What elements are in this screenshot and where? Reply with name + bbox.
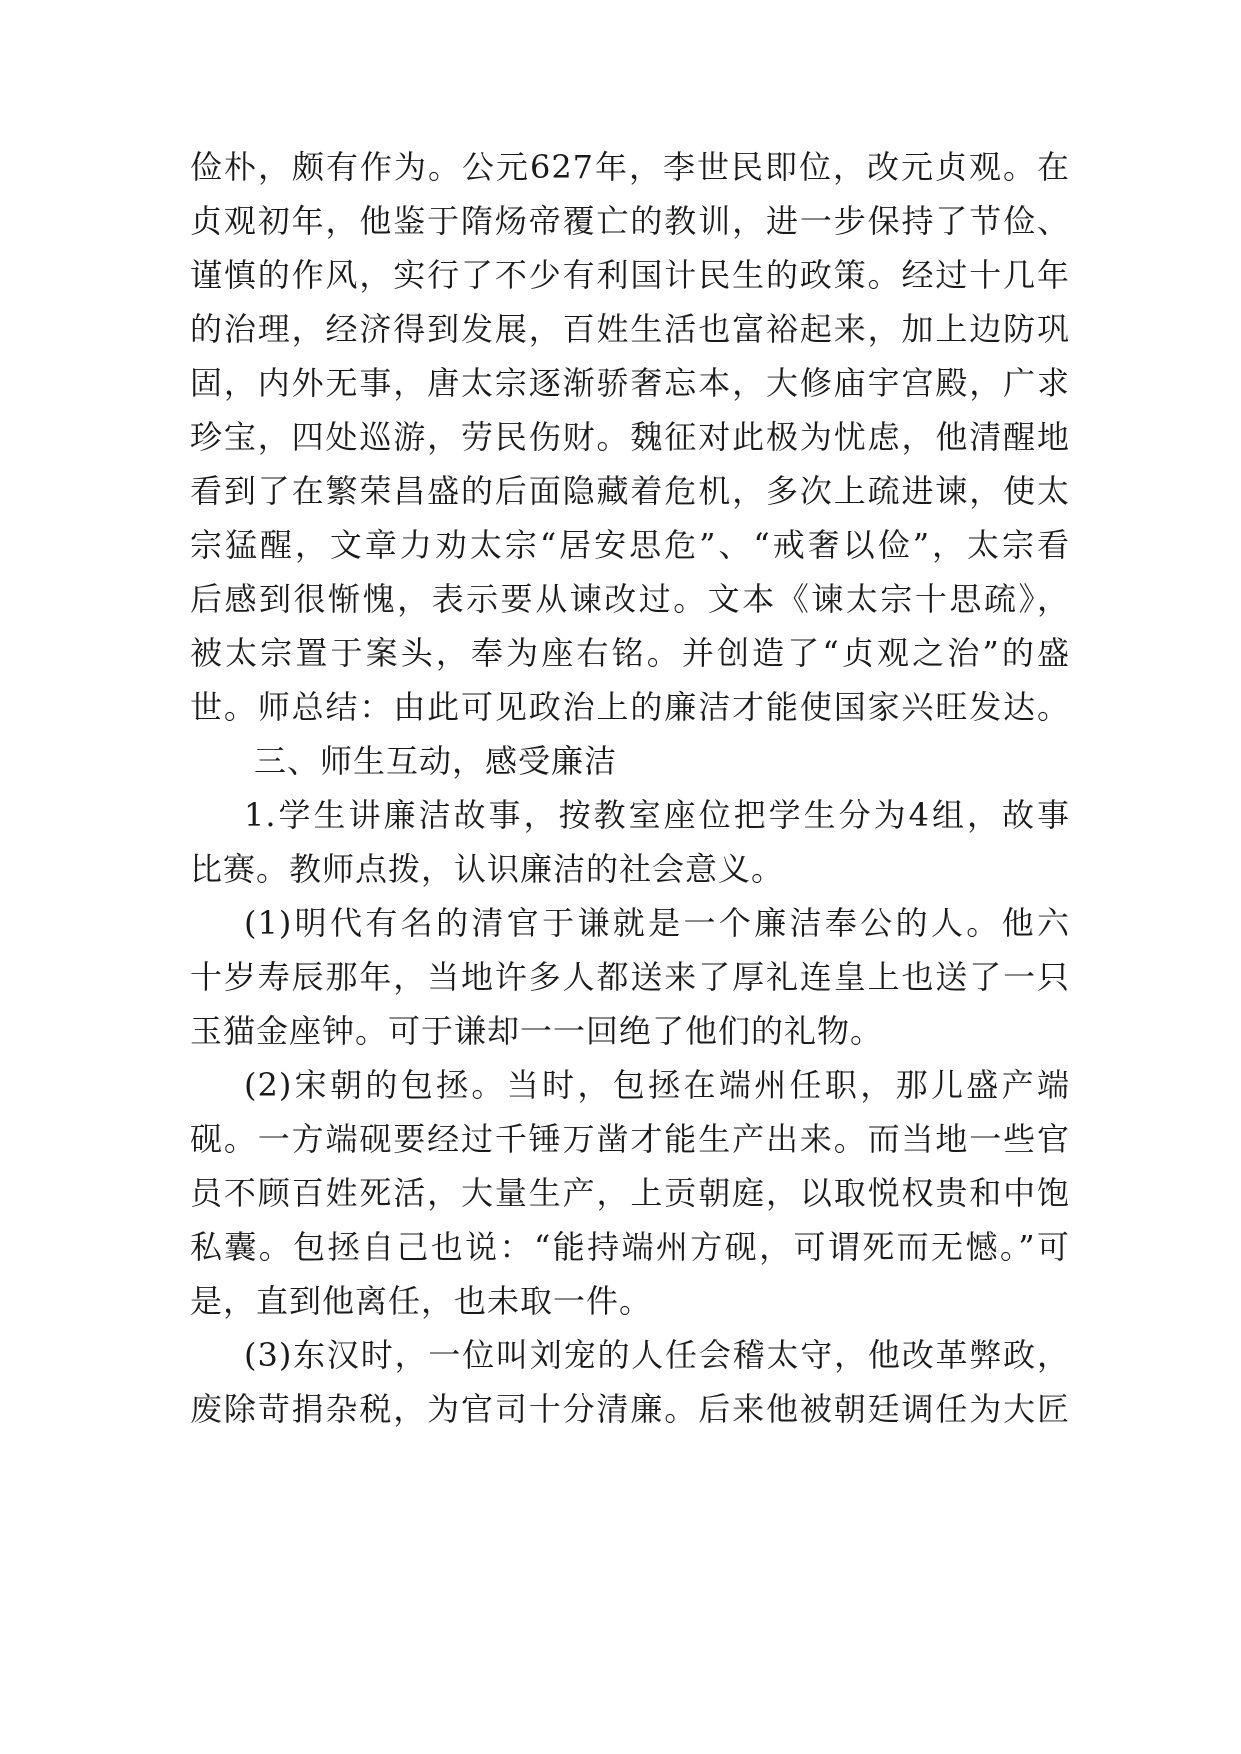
text-line: 的治理，经济得到发展，百姓生活也富裕起来，加上边防巩 xyxy=(190,310,1070,348)
text-line: 贞观初年，他鉴于隋炀帝覆亡的教训，进一步保持了节俭、 xyxy=(190,202,1070,240)
text-line: 后感到很惭愧，表示要从谏改过。文本《谏太宗十思疏》， xyxy=(190,580,1070,618)
text-line: 被太宗置于案头，奉为座右铭。并创造了“贞观之治”的盛 xyxy=(190,634,1070,672)
text-line: 废除苛捐杂税，为官司十分清廉。后来他被朝廷调任为大匠 xyxy=(190,1390,1070,1428)
text-line: 私囊。包拯自己也说：“能持端州方砚，可谓死而无憾。”可 xyxy=(190,1228,1070,1266)
text-line: 是，直到他离任，也未取一件。 xyxy=(190,1282,653,1320)
text-line: (2)宋朝的包拯。当时，包拯在端州任职，那儿盛产端 xyxy=(244,1066,1070,1104)
section-heading: 三、师生互动，感受廉洁 xyxy=(254,742,618,780)
text-line: (3)东汉时，一位叫刘宠的人任会稽太守，他改革弊政， xyxy=(244,1336,1070,1374)
text-line: 十岁寿辰那年，当地许多人都送来了厚礼连皇上也送了一只 xyxy=(190,958,1070,996)
text-line: 比赛。教师点拨，认识廉洁的社会意义。 xyxy=(190,850,785,888)
text-line: 世。师总结：由此可见政治上的廉洁才能使国家兴旺发达。 xyxy=(190,688,1070,726)
text-line: 砚。一方端砚要经过千锤万凿才能生产出来。而当地一些官 xyxy=(190,1120,1070,1158)
text-line: 宗猛醒，文章力劝太宗“居安思危”、“戒奢以俭”，太宗看 xyxy=(190,526,1070,564)
text-line: 员不顾百姓死活，大量生产，上贡朝庭，以取悦权贵和中饱 xyxy=(190,1174,1070,1212)
text-line: 1.学生讲廉洁故事，按教室座位把学生分为4组，故事 xyxy=(244,796,1070,834)
text-line: 看到了在繁荣昌盛的后面隐藏着危机，多次上疏进谏，使太 xyxy=(190,472,1070,510)
text-line: 玉猫金座钟。可于谦却一一回绝了他们的礼物。 xyxy=(190,1012,884,1050)
text-line: (1)明代有名的清官于谦就是一个廉洁奉公的人。他六 xyxy=(244,904,1070,942)
text-line: 谨慎的作风，实行了不少有利国计民生的政策。经过十几年 xyxy=(190,256,1070,294)
text-line: 俭朴，颇有作为。公元627年，李世民即位，改元贞观。在 xyxy=(190,148,1070,186)
text-line: 珍宝，四处巡游，劳民伤财。魏征对此极为忧虑，他清醒地 xyxy=(190,418,1070,456)
text-line: 固，内外无事，唐太宗逐渐骄奢忘本，大修庙宇宫殿，广求 xyxy=(190,364,1070,402)
